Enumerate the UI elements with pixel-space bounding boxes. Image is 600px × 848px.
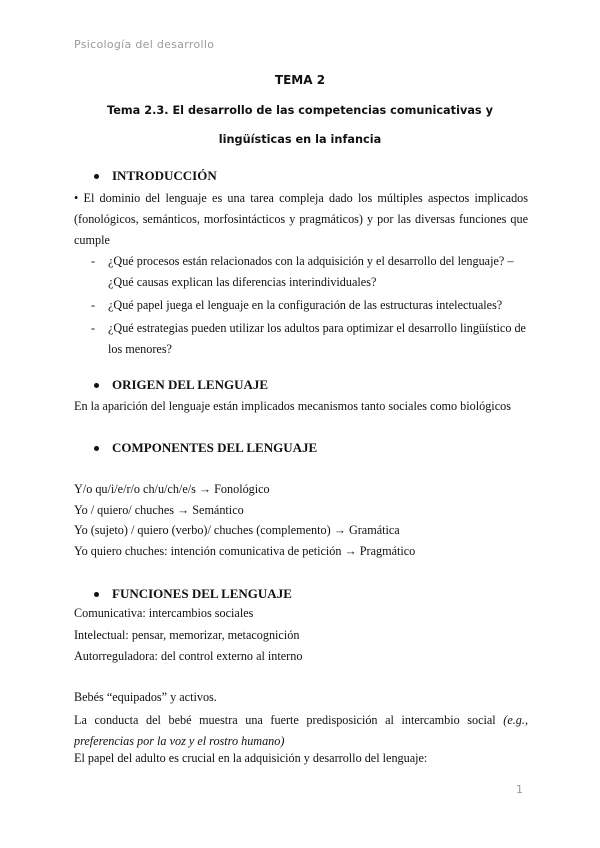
heading-introduccion-text: INTRODUCCIÓN bbox=[112, 168, 217, 183]
function-line-comunicativa: Comunicativa: intercambios sociales bbox=[74, 606, 254, 620]
heading-funciones bbox=[94, 586, 292, 602]
function-line-autorreguladora: Autorreguladora: del control externo al interno bbox=[74, 649, 303, 663]
component-line-gramatica: Yo (sujeto) / quiero (verbo)/ chuches (complemento) → Gramática bbox=[74, 523, 400, 537]
function-line-intelectual: Intelectual: pensar, memorizar, metacognición bbox=[74, 628, 300, 642]
list-item-text: ¿Qué papel juega el lenguaje en la configuración de las estructuras intelectuales? bbox=[108, 298, 503, 312]
babies-paragraph-text: La conducta del bebé muestra una fuerte predisposición al intercambio social bbox=[74, 713, 504, 727]
heading-componentes-text: COMPONENTES DEL LENGUAJE bbox=[112, 440, 318, 455]
list-item bbox=[74, 295, 528, 316]
component-line-pragmatico: Yo quiero chuches: intención comunicativa de petición → Pragmático bbox=[74, 544, 416, 558]
page-number: 1 bbox=[516, 783, 523, 796]
bullet-icon bbox=[94, 446, 99, 451]
heading-componentes bbox=[94, 440, 317, 456]
list-item-text: ¿Qué estrategias pueden utilizar los adultos para optimizar el desarrollo lingüístico de los menores? bbox=[108, 321, 526, 356]
adult-role-line: El papel del adulto es crucial en la adquisición y desarrollo del lenguaje: bbox=[74, 751, 428, 765]
origin-paragraph: En la aparición del lenguaje están implicados mecanismos tanto sociales como biológicos bbox=[74, 399, 511, 413]
list-item bbox=[74, 251, 528, 293]
intro-paragraph: • El dominio del lenguaje es una tarea compleja dado los múltiples aspectos implicados (fonológicos, semánticos, morfosintácticos y pragmáticos) y por las diversas funciones que cumple bbox=[74, 191, 528, 247]
list-item bbox=[74, 318, 528, 360]
heading-funciones-text: FUNCIONES DEL LENGUAJE bbox=[112, 586, 292, 601]
babies-paragraph bbox=[74, 710, 528, 752]
intro-question-list bbox=[74, 251, 528, 362]
bullet-icon bbox=[94, 592, 99, 597]
list-item-text: ¿Qué procesos están relacionados con la adquisición y el desarrollo del lenguaje? – ¿Qué causas explican las diferencias interindividuales? bbox=[108, 254, 514, 289]
bullet-icon bbox=[94, 174, 99, 179]
document-title: TEMA 2 bbox=[274, 73, 326, 87]
document-subtitle: Tema 2.3. El desarrollo de las competencias comunicativas y lingüísticas en la infancia bbox=[107, 104, 493, 146]
heading-origen-text: ORIGEN DEL LENGUAJE bbox=[112, 377, 269, 392]
bullet-icon bbox=[94, 383, 99, 388]
running-header: Psicología del desarrollo bbox=[74, 38, 215, 51]
babies-line: Bebés “equipados” y activos. bbox=[74, 690, 217, 704]
dash-marker: - bbox=[91, 298, 96, 312]
heading-origen bbox=[94, 377, 268, 393]
dash-marker: - bbox=[91, 254, 96, 268]
heading-introduccion bbox=[94, 168, 217, 184]
component-line-semantico: Yo / quiero/ chuches → Semántico bbox=[74, 503, 244, 517]
component-line-fonologico: Y/o qu/i/e/r/o ch/u/ch/e/s → Fonológico bbox=[74, 482, 270, 496]
babies-paragraph-example: (e.g., preferencias por la voz y el rostro humano) bbox=[74, 713, 528, 748]
dash-marker: - bbox=[91, 321, 96, 335]
